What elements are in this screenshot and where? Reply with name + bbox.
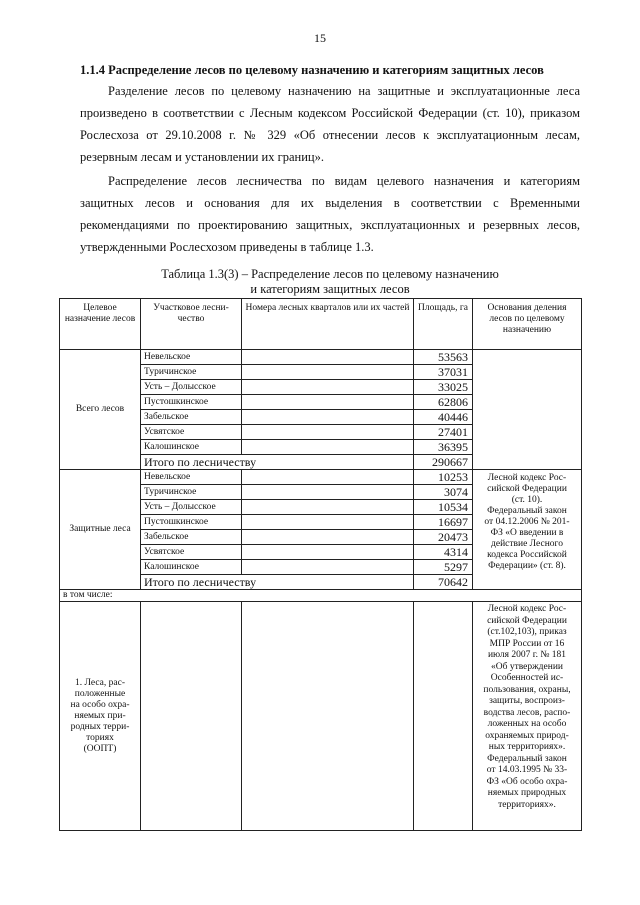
district-name: Забельское — [141, 410, 242, 425]
oopt-label-line: положенные — [74, 688, 126, 699]
area-value: 4314 — [414, 545, 473, 560]
district-cell — [141, 602, 242, 831]
paragraph-2: Распределение лесов лесничества по видам целевого назначения и категориям защитных лесов и основания для их выделения в соответствии с Временными рекомендациями по проектированию защитных, эксплуатационных и резервных лесов, утвержденными Рослесхозом приведены в таблице 1.3. — [80, 174, 580, 254]
basis-line: кодекса Российской — [487, 550, 567, 560]
basis-line: Федерации» (ст. 8). — [488, 561, 566, 571]
quarters-cell — [242, 395, 414, 410]
quarters-cell — [242, 350, 414, 365]
basis-line: сийской Федерации — [487, 615, 567, 626]
district-name: Забельское — [141, 530, 242, 545]
area-value: 3074 — [414, 485, 473, 500]
quarters-cell — [242, 470, 414, 485]
table-row — [60, 470, 582, 485]
oopt-label-line: родных терри- — [70, 721, 130, 732]
basis-line: сийской Федерации — [487, 484, 567, 494]
quarters-cell — [242, 545, 414, 560]
total-label: Итого по лесничеству — [141, 455, 414, 470]
all-forests-label: Всего лесов — [60, 350, 141, 470]
district-name: Невельское — [141, 470, 242, 485]
including-row — [60, 590, 582, 602]
basis-line: ложенных на особо — [487, 719, 567, 729]
total-area: 290667 — [414, 455, 473, 470]
table-row — [60, 350, 582, 365]
area-value: 37031 — [414, 365, 473, 380]
district-name: Усвятское — [141, 425, 242, 440]
basis-line: действие Лесного — [491, 539, 563, 549]
oopt-row — [60, 602, 582, 831]
area-value: 20473 — [414, 530, 473, 545]
table-caption — [80, 267, 580, 297]
basis-line: Федеральный закон — [487, 506, 567, 516]
district-name: Усть – Долысское — [141, 380, 242, 395]
area-value: 16697 — [414, 515, 473, 530]
basis-line: ФЗ «О введении в — [490, 528, 564, 538]
table-header-row — [60, 299, 582, 350]
oopt-label-line: (ООПТ) — [83, 743, 117, 754]
basis-line: (ст.102,103), приказ — [487, 627, 567, 637]
quarters-cell — [242, 530, 414, 545]
district-name: Калошинское — [141, 440, 242, 455]
area-value: 10253 — [414, 470, 473, 485]
header-district: Участковое лесни-чество — [141, 299, 242, 350]
area-value: 10534 — [414, 500, 473, 515]
area-value: 53563 — [414, 350, 473, 365]
basis-line: июля 2007 г. № 181 — [487, 650, 567, 660]
area-value: 40446 — [414, 410, 473, 425]
quarters-cell — [242, 560, 414, 575]
basis-line: Особенностей ис- — [490, 673, 564, 683]
district-name: Невельское — [141, 350, 242, 365]
protective-basis — [473, 470, 582, 590]
quarters-cell — [242, 425, 414, 440]
header-purpose: Целевое назначение лесов — [60, 299, 141, 350]
area-value: 33025 — [414, 380, 473, 395]
quarters-cell — [242, 365, 414, 380]
header-area: Площадь, га — [414, 299, 473, 350]
quarters-cell — [242, 410, 414, 425]
header-basis: Основания деления лесов по целевому назначению — [473, 299, 582, 350]
quarters-cell — [242, 500, 414, 515]
district-name: Пустошкинское — [141, 515, 242, 530]
oopt-label — [60, 602, 141, 831]
basis-line: защиты, воспроиз- — [489, 696, 565, 706]
forest-distribution-table — [59, 298, 582, 831]
basis-line: ФЗ «Об особо охра- — [486, 776, 568, 787]
area-value: 27401 — [414, 425, 473, 440]
basis-line: Лесной кодекс Рос- — [487, 473, 567, 483]
oopt-label-line: на особо охра- — [70, 699, 130, 710]
quarters-cell — [242, 515, 414, 530]
basis-line: от 14.03.1995 № 33- — [486, 765, 568, 775]
basis-line: от 04.12.2006 № 201- — [484, 517, 570, 527]
including-label: в том числе: — [60, 590, 582, 602]
basis-line: Лесной кодекс Рос- — [487, 604, 567, 614]
basis-line: МПР России от 16 — [489, 638, 565, 649]
protective-forests-label: Защитные леса — [60, 470, 141, 590]
quarters-cell — [242, 602, 414, 831]
area-value: 36395 — [414, 440, 473, 455]
basis-line: охраняемых природ- — [485, 730, 569, 741]
oopt-label-line: няемых при- — [74, 710, 126, 721]
basis-line: пользования, охраны, — [483, 684, 571, 695]
area-cell — [414, 602, 473, 831]
paragraph-1: Разделение лесов по целевому назначению на защитные и эксплуатационные леса произведено в соответствии с Лесным кодексом Российской Федерации (ст. 10), приказом Рослесхоза от 29.10.2008 г. № 329 «Об отнесении лесов к эксплуатационным лесам, резервным лесам и установлении их границ». — [80, 84, 580, 164]
quarters-cell — [242, 380, 414, 395]
oopt-basis — [473, 602, 582, 831]
total-area: 70642 — [414, 575, 473, 590]
district-name: Усвятское — [141, 545, 242, 560]
district-name: Калошинское — [141, 560, 242, 575]
basis-line: Федеральный закон — [487, 753, 567, 764]
quarters-cell — [242, 485, 414, 500]
oopt-label-line: 1. Леса, рас- — [75, 677, 125, 688]
table-caption-line-1: Таблица 1.3(3) – Распределение лесов по целевому назначению — [161, 267, 499, 281]
area-value: 5297 — [414, 560, 473, 575]
basis-line: водства лесов, распо- — [483, 707, 571, 718]
basis-line: ных территориях». — [488, 742, 566, 752]
basis-line: территориях». — [498, 799, 556, 810]
header-quarters: Номера лесных кварталов или их частей — [242, 299, 414, 350]
area-value: 62806 — [414, 395, 473, 410]
district-name: Усть – Долысское — [141, 500, 242, 515]
district-name: Туричинское — [141, 485, 242, 500]
basis-cell — [473, 350, 582, 470]
table-caption-line-2: и категориям защитных лесов — [250, 282, 410, 296]
page-number: 15 — [314, 31, 326, 45]
quarters-cell — [242, 440, 414, 455]
total-label: Итого по лесничеству — [141, 575, 414, 590]
district-name: Пустошкинское — [141, 395, 242, 410]
oopt-label-line: ториях — [86, 732, 114, 743]
section-heading: 1.1.4 Распределение лесов по целевому назначению и категориям защитных лесов — [80, 63, 544, 77]
basis-line: няемых природных — [487, 788, 567, 798]
basis-line: (ст. 10). — [511, 495, 543, 505]
basis-line: «Об утверждении — [491, 661, 563, 672]
district-name: Туричинское — [141, 365, 242, 380]
